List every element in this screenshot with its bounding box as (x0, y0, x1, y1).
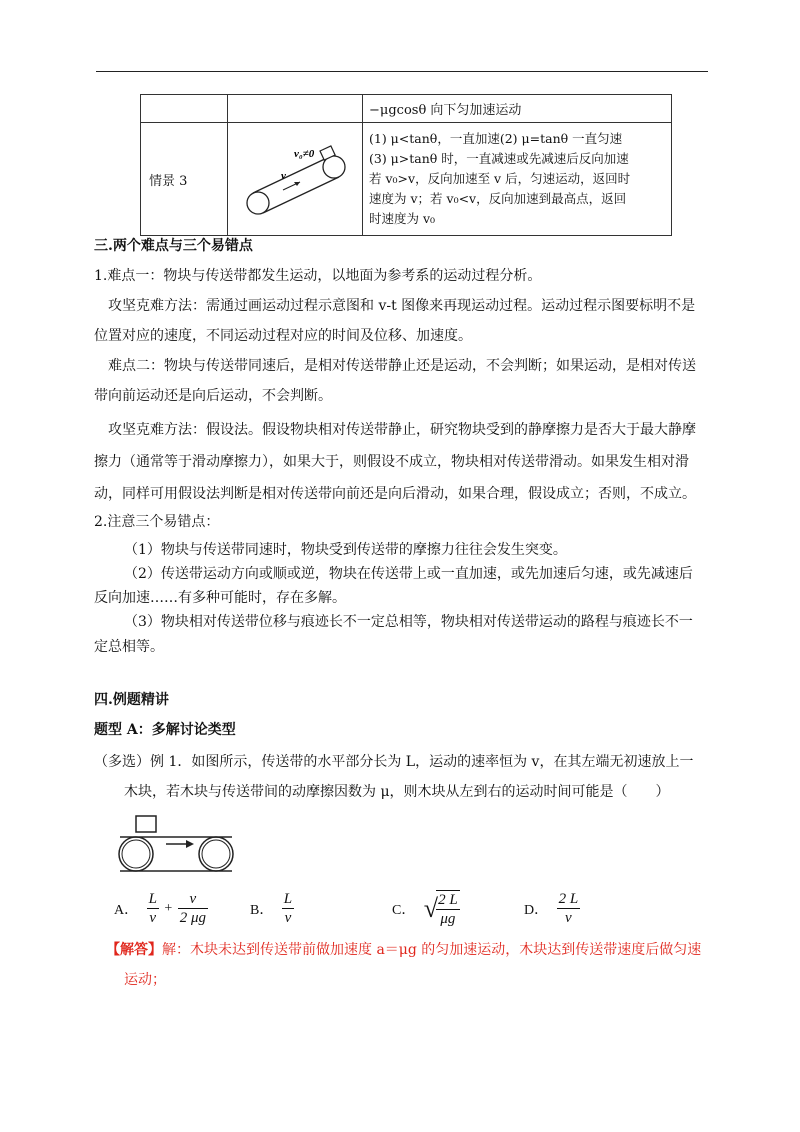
paragraph: （1）物块与传送带同速时，物块受到传送带的摩擦力往往会发生突变。 (124, 542, 567, 558)
paragraph: 位置对应的速度，不同运动过程对应的时间及位移、加速度。 (94, 328, 472, 344)
answer-line: 运动； (124, 972, 166, 988)
block (136, 816, 156, 832)
right-pulley (199, 837, 233, 871)
row2-line: (3) μ>tanθ 时，一直减速或先减速后反向加速 (369, 151, 629, 166)
paragraph: 擦力（通常等于滑动摩擦力），如果大于，则假设不成立，物块相对传送带滑动。如果发生相对滑 (94, 454, 689, 470)
paragraph: 难点二：物块与传送带同速后，是相对传送带静止还是运动，不会判断；如果运动，是相对传送 (108, 358, 696, 374)
row2-line: 时速度为 v₀ (369, 211, 436, 226)
question-text: 木块，若木块与传送带间的动摩擦因数为 μ，则木块从左到右的运动时间可能是（ ） (124, 784, 670, 800)
answer-line: 【解答】解：木块未达到传送带前做加速度 a＝μg 的匀加速运动，木块达到传送带速度后做匀速 (106, 942, 702, 958)
paragraph: 动，同样可用假设法判断是相对传送带向前还是向后滑动，如果合理，假设成立；否则，不成立。 (94, 486, 696, 502)
scenario-label: 情景 3 (141, 123, 228, 236)
inclined-belt-figure-cell (228, 123, 363, 236)
paragraph: 反向加速……有多种可能时，存在多解。 (94, 590, 346, 606)
paragraph: 带向前运动还是向后运动，不会判断。 (94, 388, 332, 404)
inclined-belt-figure (228, 123, 362, 231)
paragraph: 攻坚克难方法：假设法。假设物块相对传送带静止，研究物块受到的静摩擦力是否大于最大静摩 (108, 422, 696, 438)
question-type-heading: 题型 A：多解讨论类型 (94, 722, 236, 738)
block (320, 146, 335, 160)
sqrt-icon: √ (423, 894, 439, 923)
row2-line: (1) μ<tanθ，一直加速(2) μ=tanθ 一直匀速 (369, 131, 623, 146)
option-b[interactable]: B． $\frac{L}{v}$ (250, 891, 293, 926)
row2-line: 速度为 v；若 v₀<v，反向加速到最高点，返回 (369, 191, 627, 206)
question-text: （多选）例 1．如图所示，传送带的水平部分长为 L，运动的速率恒为 v，在其左端无初速放上一 (94, 754, 694, 770)
section3-heading: 三.两个难点与三个易错点 (94, 238, 253, 254)
left-pulley-inner (122, 840, 150, 868)
paragraph: 2.注意三个易错点： (94, 514, 220, 530)
option-a[interactable]: A． $\frac{L}{v}$ + $\frac{v}{2 \mu g}$ (114, 891, 207, 926)
fig-label-v: v (281, 170, 286, 182)
horizontal-belt-figure (116, 812, 240, 872)
scenario-table (140, 94, 672, 236)
fig-label-v0: v₀≠0 (294, 148, 315, 160)
motion-arrow-head (186, 840, 194, 848)
answer-tag: 【解答】 (106, 942, 162, 958)
row2-description (363, 123, 672, 236)
paragraph: （2）传送带运动方向或顺或逆，物块在传送带上或一直加速，或先加速后匀速，或先减速后 (124, 566, 693, 582)
table-row (141, 95, 672, 123)
paragraph: 1.难点一：物块与传送带都发生运动，以地面为参考系的运动过程分析。 (94, 268, 542, 284)
paragraph: （3）物块相对传送带位移与痕迹长不一定总相等，物块相对传送带运动的路程与痕迹长不一 (124, 614, 693, 630)
paragraph: 定总相等。 (94, 639, 164, 655)
row2-line: 若 v₀>v，反向加速至 v 后，匀速运动，返回时 (369, 171, 631, 186)
section4-heading: 四.例题精讲 (94, 692, 169, 708)
row1-description: −μgcosθ 向下匀加速运动 (363, 95, 672, 123)
left-pulley (119, 837, 153, 871)
option-d[interactable]: D． $\frac{2 L}{v}$ (524, 891, 579, 926)
lower-pulley (247, 192, 269, 214)
header-rule (96, 71, 708, 72)
paragraph: 攻坚克难方法：需通过画运动过程示意图和 v-t 图像来再现运动过程。运动过程示图要标明不是 (108, 298, 696, 314)
table-row (141, 123, 672, 236)
option-c[interactable]: C． √ $\frac{2 L}{\mu g}$ (392, 892, 458, 927)
right-pulley-inner (202, 840, 230, 868)
